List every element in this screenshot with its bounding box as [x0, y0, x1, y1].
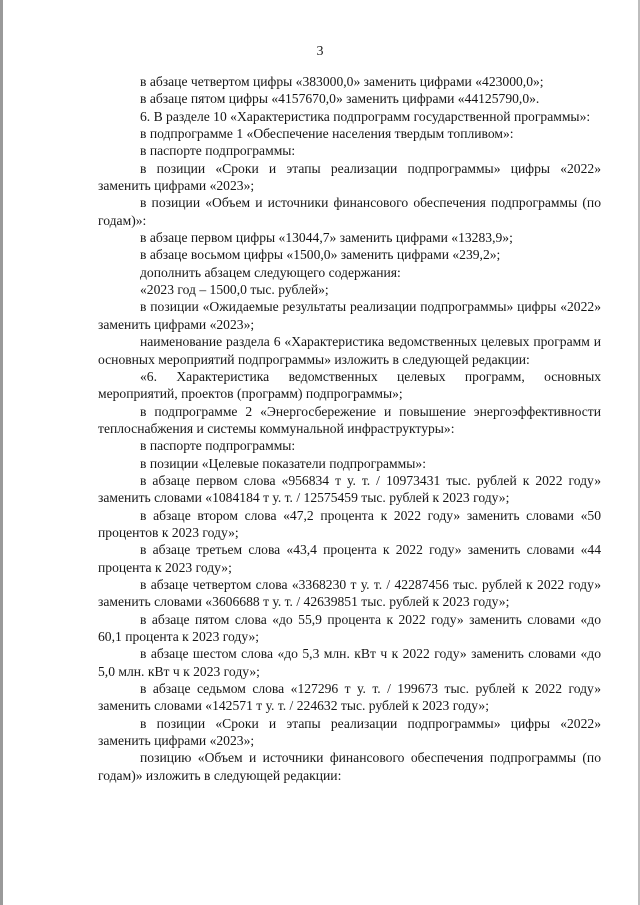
paragraph: в позиции «Целевые показатели подпрограммы»: — [140, 455, 426, 471]
paragraph: в позиции «Ожидаемые результаты реализации подпрограммы» цифры «2022» заменить цифрами «2023»; — [98, 299, 601, 332]
paragraph: «2023 год – 1500,0 тыс. рублей»; — [140, 282, 329, 298]
paragraph: дополнить абзацем следующего содержания: — [140, 264, 401, 280]
paragraph: в подпрограмме 1 «Обеспечение населения твердым топливом»: — [140, 126, 514, 142]
paragraph: в абзаце пятом слова «до 55,9 процента к 2022 году» заменить словами «до 60,1 процента к 2023 году»; — [98, 611, 601, 644]
paragraph: в паспорте подпрограммы: — [140, 143, 296, 159]
paragraph: в абзаце втором слова «47,2 процента к 2022 году» заменить словами «50 процентов к 2023 году»; — [98, 507, 601, 540]
paragraph: в абзаце четвертом слова «3368230 т у. т. / 42287456 тыс. рублей к 2022 году» заменить словами «3606688 т у. т. / 42639851 тыс. рублей к 2023 году»; — [98, 576, 601, 610]
page-number: 3 — [316, 44, 324, 59]
paragraph: «6. Характеристика ведомственных целевых программ, основных мероприятий, проектов (программ) подпрограммы»; — [98, 368, 601, 402]
paragraph: в абзаце седьмом слова «127296 т у. т. / 199673 тыс. рублей к 2022 году» заменить словами «142571 т у. т. / 224632 тыс. рублей к 2023 году»; — [98, 681, 601, 714]
paragraph: в паспорте подпрограммы: — [140, 438, 296, 454]
paragraph: в позиции «Сроки и этапы реализации подпрограммы» цифры «2022» заменить цифрами «2023»; — [98, 160, 601, 194]
paragraph: в позиции «Объем и источники финансового обеспечения подпрограммы (по годам)»: — [98, 195, 601, 228]
paragraph: в абзаце шестом слова «до 5,3 млн. кВт ч к 2022 году» заменить словами «до 5,0 млн. кВт ч к 2023 году»; — [98, 646, 601, 679]
document-body — [98, 73, 601, 784]
paragraph: 6. В разделе 10 «Характеристика подпрограмм государственной программы»: — [140, 108, 591, 124]
paragraph: в абзаце восьмом цифры «1500,0» заменить цифрами «239,2»; — [140, 247, 501, 263]
paragraph: в позиции «Сроки и этапы реализации подпрограммы» цифры «2022» заменить цифрами «2023»; — [98, 715, 601, 749]
scan-left-edge — [0, 0, 3, 905]
paragraph: позицию «Объем и источники финансового обеспечения подпрограммы (по годам)» изложить в следующей редакции: — [98, 750, 601, 783]
paragraph: в абзаце первом слова «956834 т у. т. / 10973431 тыс. рублей к 2022 году» заменить словами «1084184 т у. т. / 12575459 тыс. рублей к 2023 году»; — [98, 472, 601, 506]
paragraph: в абзаце первом цифры «13044,7» заменить цифрами «13283,9»; — [140, 230, 513, 246]
paragraph: в абзаце пятом цифры «4157670,0» заменить цифрами «44125790,0». — [140, 91, 540, 107]
paragraph: в абзаце третьем слова «43,4 процента к 2022 году» заменить словами «44 процента к 2023 году»; — [98, 542, 601, 575]
paragraph: в подпрограмме 2 «Энергосбережение и повышение энергоэффективности теплоснабжения и системы коммунальной инфраструктуры»: — [98, 403, 601, 436]
paragraph: наименование раздела 6 «Характеристика ведомственных целевых программ и основных мероприятий подпрограммы» изложить в следующей редакции: — [98, 334, 601, 367]
paragraph: в абзаце четвертом цифры «383000,0» заменить цифрами «423000,0»; — [140, 74, 544, 89]
